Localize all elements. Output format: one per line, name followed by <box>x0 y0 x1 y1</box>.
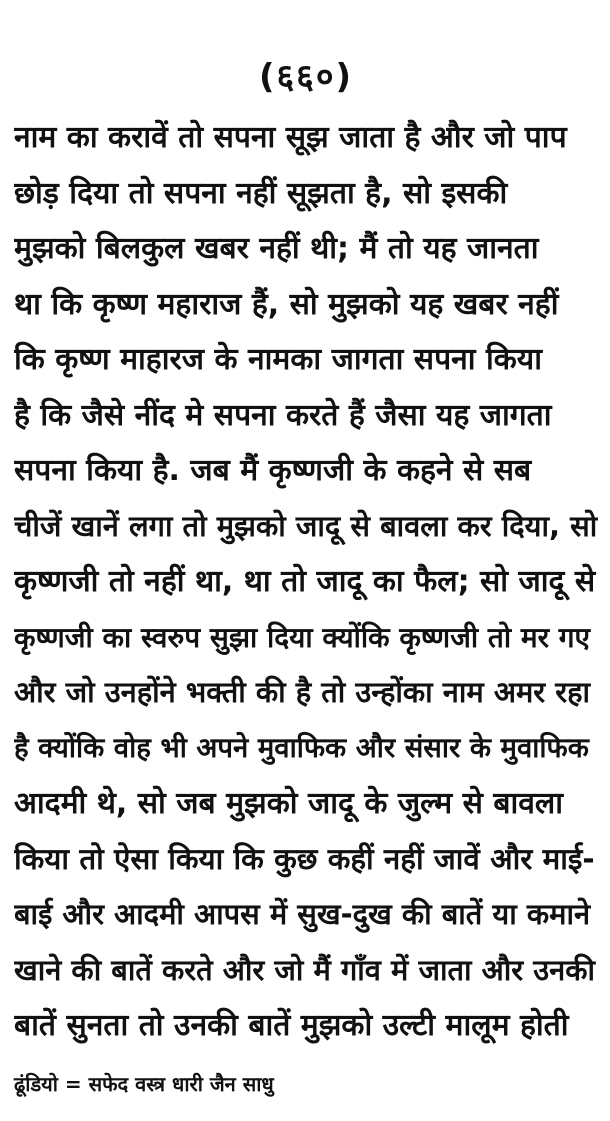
text-line: सपना किया है. जब मैं कृष्णजी के कहने से सब <box>14 453 532 488</box>
text-line: छोड़ दिया तो सपना नहीं सूझता है, सो इसकी <box>14 175 508 211</box>
text-line: है क्योंकि वोह भी अपने मुवाफिक और संसार के मुवाफिक <box>14 731 589 764</box>
text-line: किया तो ऐसा किया कि कुछ कहीं नहीं जावें और माई- <box>14 841 595 876</box>
text-line: आदमी थे, सो जब मुझको जादू के जुल्म से बावला <box>14 786 564 821</box>
text-line: चीजें खानें लगा तो मुझको जादू से बावला कर दिया, सो <box>14 508 598 543</box>
text-line: है कि जैसे नींद मे सपना करते हैं जैसा यह जागता <box>14 397 552 433</box>
text-line: नाम का करावें तो सपना सूझ जाता है और जो पाप <box>14 120 567 155</box>
text-line: और जो उनहोंने भक्ती की है तो उन्होंका नाम अमर रहा <box>14 675 591 709</box>
text-line: खाने की बातें करते और जो मैं गाँव में जाता और उनकी <box>14 952 596 987</box>
text-line: कि कृष्ण माहारज के नामका जागता सपना किया <box>14 342 542 377</box>
footnote: ढूंडियो = सफेद वस्त्र धारी जैन साधु <box>14 1071 274 1096</box>
text-line: मुझको बिलकुल खबर नहीं थी; मैं तो यह जानता <box>14 231 539 266</box>
text-line: बाई और आदमी आपस में सुख-दुख की बातें या कमाने <box>14 897 591 931</box>
body-text <box>14 110 598 1054</box>
page-number: (६६०) <box>258 57 354 97</box>
text-line: कृष्णजी तो नहीं था, था तो जादू का फैल; सो जादू से <box>14 564 596 599</box>
text-line: कृष्णजी का स्वरुप सुझा दिया क्योंकि कृष्णजी तो मर गए <box>14 620 591 654</box>
text-line: बातें सुनता तो उनकी बातें मुझको उल्टी मालूम होती <box>14 1008 569 1043</box>
text-line: था कि कृष्ण महाराज हैं, सो मुझको यह खबर नहीं <box>14 286 559 322</box>
